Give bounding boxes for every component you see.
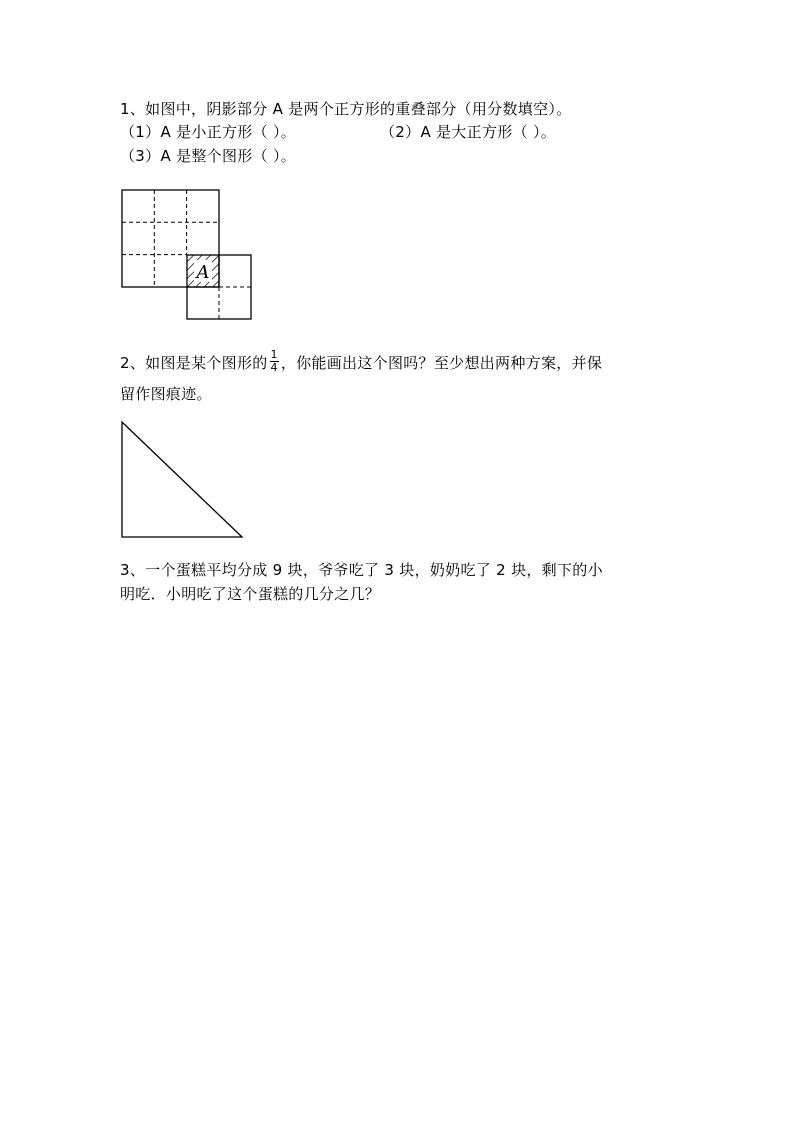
fraction-numerator: 1 bbox=[270, 348, 278, 361]
fraction-denominator: 4 bbox=[270, 361, 278, 374]
q2-line1 bbox=[120, 348, 603, 376]
q1-part2: （2）A 是大正方形（ ）。 bbox=[380, 123, 557, 141]
overlapping-squares-figure bbox=[118, 186, 258, 326]
label-a: A bbox=[196, 262, 210, 283]
q1-title: 1、如图中，阴影部分 A 是两个正方形的重叠部分（用分数填空）。 bbox=[120, 100, 572, 118]
q2-line1-pre: 2、如图是某个图形的 bbox=[120, 354, 268, 372]
q2-line2: 留作图痕迹。 bbox=[120, 385, 212, 403]
right-triangle-figure bbox=[118, 418, 248, 543]
q3-line2: 明吃．小明吃了这个蛋糕的几分之几？ bbox=[120, 585, 381, 603]
q3-line1: 3、一个蛋糕平均分成 9 块，爷爷吃了 3 块，奶奶吃了 2 块，剩下的小 bbox=[120, 561, 603, 579]
q1-part1: （1）A 是小正方形（ ）。 bbox=[120, 123, 297, 141]
fraction-one-quarter bbox=[270, 349, 279, 374]
q2-line1-post: ，你能画出这个图吗？至少想出两种方案，并保 bbox=[280, 354, 603, 372]
q1-part3: （3）A 是整个图形（ ）。 bbox=[120, 147, 297, 165]
